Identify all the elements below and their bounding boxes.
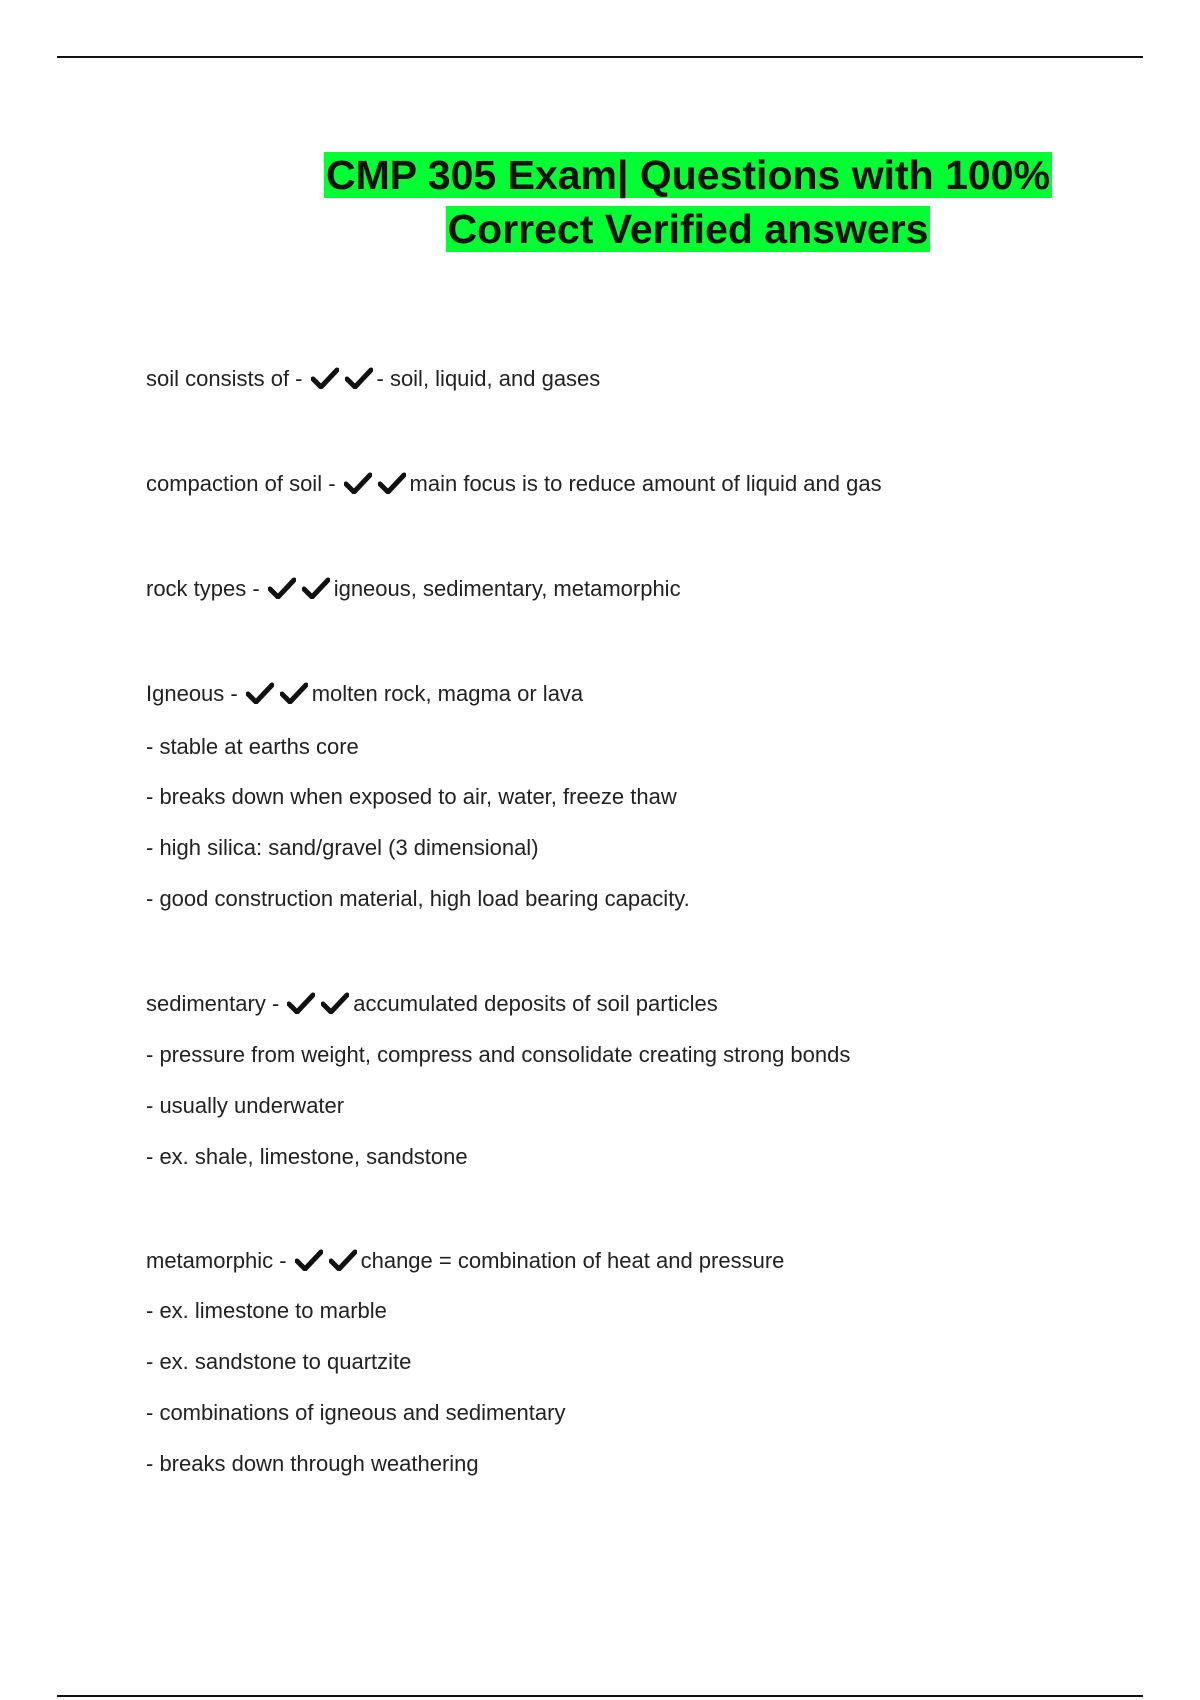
detail-line: - ex. sandstone to quartzite xyxy=(146,1349,412,1374)
check-icon xyxy=(329,1249,357,1271)
answer: igneous, sedimentary, metamorphic xyxy=(333,576,681,601)
check-icon xyxy=(321,992,349,1014)
detail-line: - combinations of igneous and sedimentary xyxy=(146,1400,566,1425)
qa-entry-sedimentary xyxy=(146,989,718,1019)
qa-entry-soil-consists xyxy=(146,364,600,394)
check-icon xyxy=(345,367,373,389)
check-icon xyxy=(295,1249,323,1271)
check-icon xyxy=(344,472,372,494)
detail-line: - ex. limestone to marble xyxy=(146,1298,387,1323)
detail-line: - high silica: sand/gravel (3 dimensional) xyxy=(146,835,539,860)
answer: change = combination of heat and pressure xyxy=(360,1248,785,1273)
detail-line: - good construction material, high load bearing capacity. xyxy=(146,886,690,911)
check-icon xyxy=(287,992,315,1014)
term: compaction of soil - xyxy=(146,471,336,496)
answer: molten rock, magma or lava xyxy=(311,681,584,706)
term: soil consists of - xyxy=(146,366,303,391)
detail-line: - ex. shale, limestone, sandstone xyxy=(146,1144,468,1169)
answer: - soil, liquid, and gases xyxy=(376,366,601,391)
term: rock types - xyxy=(146,576,260,601)
qa-entry-compaction xyxy=(146,469,882,499)
answer: main focus is to reduce amount of liquid and gas xyxy=(409,471,882,496)
qa-entry-metamorphic xyxy=(146,1246,784,1276)
detail-line: - stable at earths core xyxy=(146,734,359,759)
detail-line: - usually underwater xyxy=(146,1093,345,1118)
qa-entry-rock-types xyxy=(146,574,681,604)
term: sedimentary - xyxy=(146,991,280,1016)
check-icon xyxy=(311,367,339,389)
check-icon xyxy=(302,577,330,599)
check-icon xyxy=(378,472,406,494)
header-rule xyxy=(57,56,1143,58)
term: metamorphic - xyxy=(146,1248,287,1273)
check-icon xyxy=(268,577,296,599)
check-icon xyxy=(246,682,274,704)
footer-rule xyxy=(57,1695,1143,1697)
detail-line: - breaks down through weathering xyxy=(146,1451,479,1476)
title-line-1: CMP 305 Exam| Questions with 100% xyxy=(326,152,1050,198)
answer: accumulated deposits of soil particles xyxy=(353,991,718,1016)
title-line-2: Correct Verified answers xyxy=(447,206,929,252)
detail-line: - pressure from weight, compress and consolidate creating strong bonds xyxy=(146,1042,851,1067)
check-icon xyxy=(280,682,308,704)
term: Igneous - xyxy=(146,681,238,706)
document-title xyxy=(323,148,1053,256)
qa-entry-igneous xyxy=(146,679,583,709)
detail-line: - breaks down when exposed to air, water, freeze thaw xyxy=(146,784,677,809)
